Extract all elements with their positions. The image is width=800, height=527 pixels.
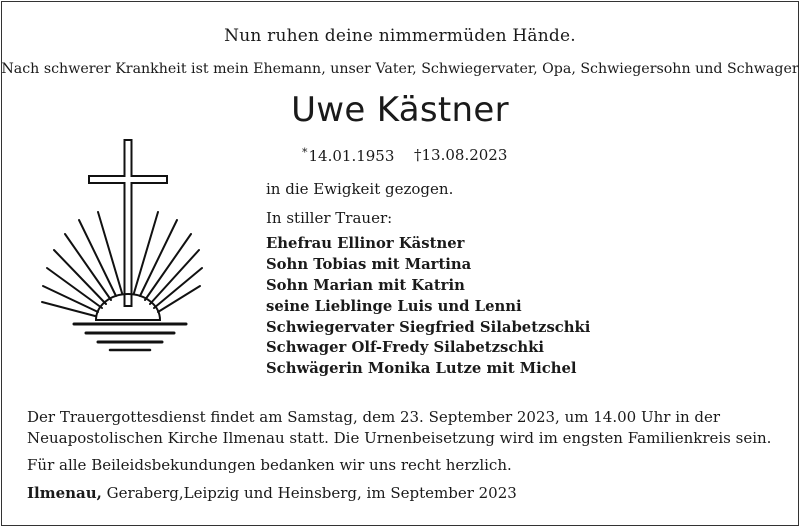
mourners-list bbox=[266, 234, 590, 380]
mourner-item: Sohn Tobias mit Martina bbox=[266, 255, 472, 273]
birth-symbol: * bbox=[302, 146, 308, 159]
passing-phrase: in die Ewigkeit gezogen. bbox=[266, 180, 454, 198]
motto: Nun ruhen deine nimmermüden Hände. bbox=[224, 26, 576, 46]
service-line: Neuapostolischen Kirche Ilmenau statt. Die Urnenbeisetzung wird im engsten Familienkreis sein. bbox=[27, 429, 772, 447]
cross-sunrise-water-icon bbox=[38, 138, 203, 360]
service-line: Der Trauergottesdienst findet am Samstag, dem 23. September 2023, um 14.00 Uhr in der bbox=[27, 408, 721, 426]
place-date bbox=[27, 484, 517, 502]
death-date bbox=[414, 146, 507, 164]
deceased-name: Uwe Kästner bbox=[291, 90, 509, 130]
service-info bbox=[27, 407, 771, 449]
death-date-value: 13.08.2023 bbox=[421, 146, 508, 164]
thanks-text: Für alle Beileidsbekundungen bedanken wir uns recht herzlich. bbox=[27, 456, 512, 474]
mourning-label: In stiller Trauer: bbox=[266, 209, 393, 227]
birth-date-value: 14.01.1953 bbox=[308, 147, 395, 165]
place-rest: Geraberg,Leipzig und Heinsberg, im September 2023 bbox=[101, 484, 517, 502]
mourner-item: Sohn Marian mit Katrin bbox=[266, 276, 465, 294]
death-symbol: † bbox=[414, 146, 422, 164]
birth-date bbox=[302, 146, 394, 165]
mourner-item: seine Lieblinge Luis und Lenni bbox=[266, 297, 522, 315]
place-main: Ilmenau, bbox=[27, 484, 102, 502]
mourner-item: Schwiegervater Siegfried Silabetzschki bbox=[266, 318, 591, 336]
intro-text: Nach schwerer Krankheit ist mein Ehemann, unser Vater, Schwiegervater, Opa, Schwiegersohn und Schwager bbox=[1, 61, 799, 77]
mourner-item: Ehefrau Ellinor Kästner bbox=[266, 235, 465, 252]
mourner-item: Schwägerin Monika Lutze mit Michel bbox=[266, 360, 577, 378]
mourner-item: Schwager Olf-Fredy Silabetzschki bbox=[266, 339, 545, 357]
